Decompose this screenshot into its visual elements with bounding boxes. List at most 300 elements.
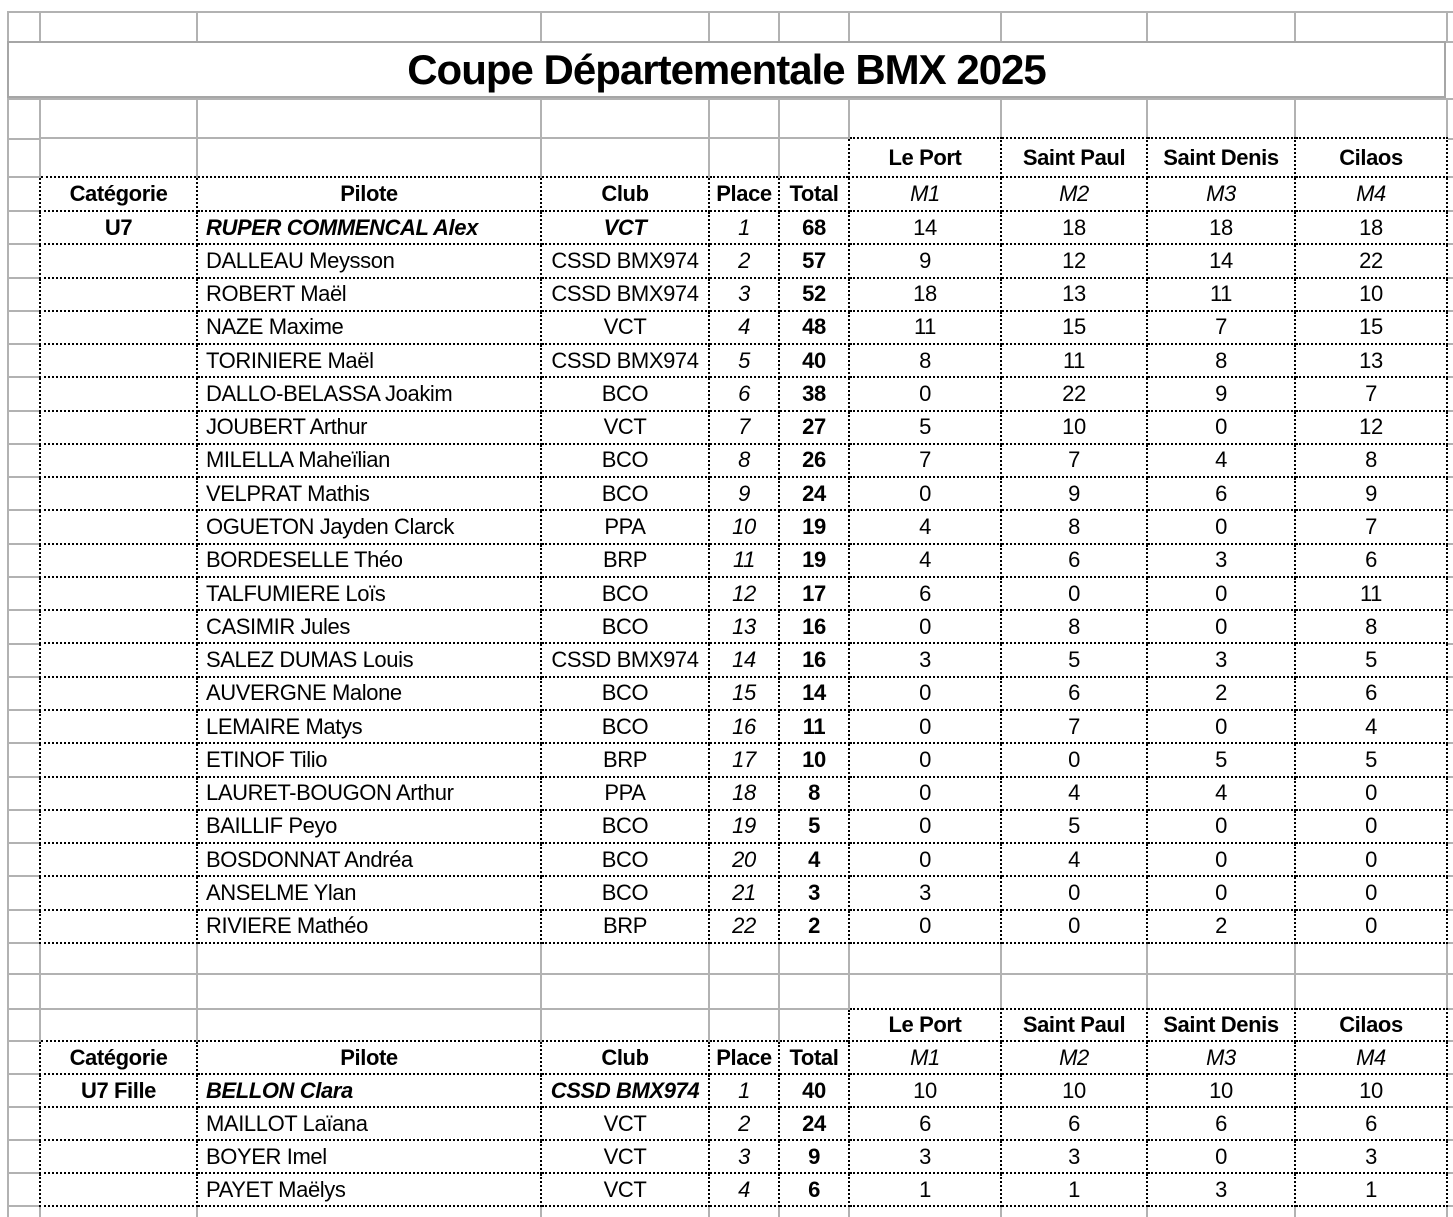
gridline <box>196 98 198 138</box>
cell-place: 3 <box>709 278 779 311</box>
cell-place: 11 <box>709 544 779 577</box>
cell-m3: 0 <box>1147 810 1295 843</box>
cell-m3: 5 <box>1147 743 1295 776</box>
cell-pilot: TALFUMIERE Loïs <box>197 577 541 610</box>
cell-pilot: ROBERT Maël <box>197 278 541 311</box>
table-row <box>40 810 1447 843</box>
cell-m4: 0 <box>1295 777 1447 810</box>
cell-m1: 4 <box>849 544 1001 577</box>
cell-pilot: LEMAIRE Matys <box>197 710 541 743</box>
cell-club: VCT <box>541 311 709 344</box>
cell-m2: 15 <box>1001 311 1147 344</box>
cell-m3: 0 <box>1147 610 1295 643</box>
cell-m3: 8 <box>1147 344 1295 377</box>
venue-row-spacer <box>40 1009 197 1041</box>
venue-row-spacer <box>709 138 779 177</box>
venue-row-spacer <box>197 1009 541 1041</box>
col-header-2: Pilote <box>197 1041 541 1074</box>
venue-row-spacer <box>709 1009 779 1041</box>
cell-m4: 5 <box>1295 743 1447 776</box>
cell-m3: 9 <box>1147 377 1295 410</box>
cell-m2: 0 <box>1001 577 1147 610</box>
venue-header-3: Saint Denis <box>1147 138 1295 177</box>
cell-pilot: CASIMIR Jules <box>197 610 541 643</box>
gridline <box>7 973 1453 975</box>
cell-place: 18 <box>709 777 779 810</box>
gridline <box>778 11 780 41</box>
cell-place: 14 <box>709 643 779 676</box>
cell-m4: 6 <box>1295 1107 1447 1140</box>
table-row <box>40 477 1447 510</box>
venue-header-2: Saint Paul <box>1001 138 1147 177</box>
cell-m1: 5 <box>849 411 1001 444</box>
cell-m4: 13 <box>1295 344 1447 377</box>
cell-m1: 11 <box>849 311 1001 344</box>
cell-category <box>40 510 197 543</box>
venue-header-row <box>40 138 1447 177</box>
cell-pilot: DALLEAU Meysson <box>197 244 541 277</box>
gridline <box>7 1172 39 1174</box>
cell-pilot: NAZE Maxime <box>197 311 541 344</box>
cell-m3: 0 <box>1147 843 1295 876</box>
col-header-4: Place <box>709 177 779 211</box>
cell-pilot: VELPRAT Mathis <box>197 477 541 510</box>
col-header-m2: M2 <box>1001 1041 1147 1074</box>
cell-m1: 3 <box>849 643 1001 676</box>
cell-total: 9 <box>779 1140 849 1173</box>
cell-m2: 3 <box>1001 1140 1147 1173</box>
cell-m2: 11 <box>1001 344 1147 377</box>
cell-pilot: ANSELME Ylan <box>197 876 541 909</box>
venue-row-spacer <box>197 138 541 177</box>
cell-m1: 3 <box>849 876 1001 909</box>
cell-category <box>40 810 197 843</box>
table-row <box>40 1107 1447 1140</box>
gridline <box>540 942 542 1008</box>
cell-place: 15 <box>709 677 779 710</box>
gridline <box>196 11 198 41</box>
gridline <box>540 11 542 41</box>
cell-m4: 18 <box>1295 211 1447 244</box>
cell-m4: 0 <box>1295 843 1447 876</box>
cell-total: 4 <box>779 843 849 876</box>
cell-place: 8 <box>709 444 779 477</box>
gridline <box>7 443 39 445</box>
gridline <box>7 742 39 744</box>
cell-m3: 3 <box>1147 643 1295 676</box>
cell-m1: 18 <box>849 278 1001 311</box>
cell-m2: 13 <box>1001 278 1147 311</box>
cell-pilot: MAILLOT Laïana <box>197 1107 541 1140</box>
cell-m3: 18 <box>1147 211 1295 244</box>
table-row <box>40 910 1447 943</box>
cell-pilot: TORINIERE Maël <box>197 344 541 377</box>
cell-m4: 15 <box>1295 311 1447 344</box>
cell-total: 14 <box>779 677 849 710</box>
cell-category <box>40 643 197 676</box>
cell-place: 10 <box>709 510 779 543</box>
col-header-5: Total <box>779 177 849 211</box>
cell-place: 22 <box>709 910 779 943</box>
gridline <box>7 842 39 844</box>
cell-m2: 5 <box>1001 643 1147 676</box>
table-row <box>40 510 1447 543</box>
cell-category <box>40 610 197 643</box>
gridline <box>7 1205 39 1207</box>
cell-m2: 6 <box>1001 544 1147 577</box>
cell-m1: 7 <box>849 444 1001 477</box>
cell-m4: 0 <box>1295 910 1447 943</box>
cell-m1: 10 <box>849 1074 1001 1107</box>
cell-m1: 8 <box>849 344 1001 377</box>
cell-m3: 0 <box>1147 1140 1295 1173</box>
venue-header-4: Cilaos <box>1295 1009 1447 1041</box>
cell-total: 5 <box>779 810 849 843</box>
cell-total: 40 <box>779 344 849 377</box>
cell-club: BCO <box>541 677 709 710</box>
cell-m1: 6 <box>849 1107 1001 1140</box>
cell-place: 1 <box>709 211 779 244</box>
cell-m3: 0 <box>1147 510 1295 543</box>
cell-m3: 2 <box>1147 677 1295 710</box>
cell-m2: 7 <box>1001 710 1147 743</box>
cell-category <box>40 244 197 277</box>
cell-m1: 6 <box>849 577 1001 610</box>
col-header-3: Club <box>541 1041 709 1074</box>
cell-place: 19 <box>709 810 779 843</box>
gridline <box>1446 942 1448 1008</box>
cell-m1: 0 <box>849 610 1001 643</box>
col-header-m2: M2 <box>1001 177 1147 211</box>
cell-m3: 6 <box>1147 477 1295 510</box>
gridline <box>708 942 710 1008</box>
table-row <box>40 643 1447 676</box>
cell-m3: 3 <box>1147 1173 1295 1206</box>
cell-pilot: BOYER Imel <box>197 1140 541 1173</box>
cell-category <box>40 444 197 477</box>
cell-club: BCO <box>541 477 709 510</box>
gridline <box>7 942 39 944</box>
cell-m4: 6 <box>1295 544 1447 577</box>
cell-place: 12 <box>709 577 779 610</box>
cell-total: 2 <box>779 910 849 943</box>
cell-total: 11 <box>779 710 849 743</box>
cell-m2: 6 <box>1001 1107 1147 1140</box>
cell-total: 16 <box>779 643 849 676</box>
col-header-m4: M4 <box>1295 177 1447 211</box>
cell-club: BRP <box>541 910 709 943</box>
title-cell <box>7 41 1446 98</box>
cell-club: VCT <box>541 411 709 444</box>
table-row <box>40 444 1447 477</box>
cell-club: BCO <box>541 577 709 610</box>
cell-total: 19 <box>779 510 849 543</box>
cell-m3: 0 <box>1147 411 1295 444</box>
cell-m4: 12 <box>1295 411 1447 444</box>
gridline <box>7 176 39 178</box>
cell-category <box>40 344 197 377</box>
cell-m3: 0 <box>1147 577 1295 610</box>
cell-pilot: ETINOF Tilio <box>197 743 541 776</box>
cell-pilot: BAILLIF Peyo <box>197 810 541 843</box>
cell-pilot: RIVIERE Mathéo <box>197 910 541 943</box>
cell-m2: 5 <box>1001 810 1147 843</box>
cell-m4: 8 <box>1295 610 1447 643</box>
gridline <box>7 909 39 911</box>
cell-category <box>40 544 197 577</box>
gridline <box>848 98 850 138</box>
table-row <box>40 244 1447 277</box>
gridline <box>848 11 850 41</box>
cell-m4: 10 <box>1295 278 1447 311</box>
col-header-m1: M1 <box>849 177 1001 211</box>
cell-category <box>40 677 197 710</box>
cell-m3: 2 <box>1147 910 1295 943</box>
gridline <box>7 1106 39 1108</box>
venue-row-spacer <box>779 1009 849 1041</box>
column-header-row <box>40 1041 1447 1074</box>
cell-m4: 7 <box>1295 377 1447 410</box>
gridline <box>7 343 39 345</box>
cell-place: 16 <box>709 710 779 743</box>
cell-m3: 7 <box>1147 311 1295 344</box>
cell-total: 16 <box>779 610 849 643</box>
cell-m4: 7 <box>1295 510 1447 543</box>
gridline <box>708 11 710 41</box>
gridline <box>7 809 39 811</box>
cell-category <box>40 743 197 776</box>
cell-total: 40 <box>779 1074 849 1107</box>
gridline <box>708 98 710 138</box>
gridline <box>1000 11 1002 41</box>
col-header-3: Club <box>541 177 709 211</box>
venue-row-spacer <box>541 1009 709 1041</box>
cell-total: 3 <box>779 876 849 909</box>
table-row <box>40 1074 1447 1107</box>
venue-header-3: Saint Denis <box>1147 1009 1295 1041</box>
table-row <box>40 677 1447 710</box>
cell-m2: 1 <box>1001 1173 1147 1206</box>
cell-m4: 0 <box>1295 876 1447 909</box>
gridline <box>7 277 39 279</box>
cell-total: 8 <box>779 777 849 810</box>
cell-total: 48 <box>779 311 849 344</box>
cell-total: 19 <box>779 544 849 577</box>
gridline <box>39 942 41 1008</box>
cell-m3: 4 <box>1147 777 1295 810</box>
cell-m1: 0 <box>849 710 1001 743</box>
cell-m1: 14 <box>849 211 1001 244</box>
venue-row-spacer <box>541 138 709 177</box>
page-title: Coupe Départementale BMX 2025 <box>407 45 1046 93</box>
cell-m3: 4 <box>1147 444 1295 477</box>
gridline <box>1146 942 1148 1008</box>
col-header-4: Place <box>709 1041 779 1074</box>
cell-m4: 22 <box>1295 244 1447 277</box>
table-row <box>40 211 1447 244</box>
cell-m3: 3 <box>1147 544 1295 577</box>
gridline <box>7 310 39 312</box>
table-row <box>40 1140 1447 1173</box>
cell-m2: 7 <box>1001 444 1147 477</box>
cell-pilot: LAURET-BOUGON Arthur <box>197 777 541 810</box>
venue-header-row <box>40 1009 1447 1041</box>
cell-club: CSSD BMX974 <box>541 344 709 377</box>
cell-place: 20 <box>709 843 779 876</box>
col-header-1: Catégorie <box>40 177 197 211</box>
cell-m4: 3 <box>1295 1140 1447 1173</box>
venue-row-spacer <box>779 138 849 177</box>
cell-category <box>40 710 197 743</box>
gridline <box>7 509 39 511</box>
gridline <box>7 376 39 378</box>
cell-club: CSSD BMX974 <box>541 244 709 277</box>
cell-m2: 12 <box>1001 244 1147 277</box>
gridline <box>1446 98 1448 138</box>
cell-category: U7 Fille <box>40 1074 197 1107</box>
cell-place: 2 <box>709 244 779 277</box>
cell-m4: 5 <box>1295 643 1447 676</box>
cell-category <box>40 411 197 444</box>
cell-m2: 0 <box>1001 876 1147 909</box>
gridline <box>7 1040 39 1042</box>
cell-pilot: OGUETON Jayden Clarck <box>197 510 541 543</box>
cell-m4: 10 <box>1295 1074 1447 1107</box>
cell-place: 9 <box>709 477 779 510</box>
gridline <box>7 609 39 611</box>
table-row <box>40 1173 1447 1206</box>
cell-category <box>40 311 197 344</box>
cell-total: 10 <box>779 743 849 776</box>
cell-m2: 10 <box>1001 1074 1147 1107</box>
cell-club: PPA <box>541 510 709 543</box>
gridline <box>1446 11 1448 41</box>
cell-m4: 4 <box>1295 710 1447 743</box>
cell-club: BCO <box>541 876 709 909</box>
cell-category <box>40 1140 197 1173</box>
table-row <box>40 377 1447 410</box>
gridline <box>1294 11 1296 41</box>
cell-m4: 6 <box>1295 677 1447 710</box>
results-table <box>39 137 1448 944</box>
cell-category <box>40 777 197 810</box>
cell-total: 24 <box>779 1107 849 1140</box>
table-row <box>40 876 1447 909</box>
cell-club: VCT <box>541 1107 709 1140</box>
cell-pilot: DALLO-BELASSA Joakim <box>197 377 541 410</box>
cell-total: 68 <box>779 211 849 244</box>
cell-m2: 22 <box>1001 377 1147 410</box>
cell-category: U7 <box>40 211 197 244</box>
cell-m1: 0 <box>849 677 1001 710</box>
col-header-m3: M3 <box>1147 1041 1295 1074</box>
cell-m4: 11 <box>1295 577 1447 610</box>
cell-m4: 0 <box>1295 810 1447 843</box>
cell-m3: 11 <box>1147 278 1295 311</box>
gridline <box>7 709 39 711</box>
cell-m2: 10 <box>1001 411 1147 444</box>
cell-m3: 0 <box>1147 876 1295 909</box>
cell-pilot: AUVERGNE Malone <box>197 677 541 710</box>
cell-pilot: MILELLA Maheïlian <box>197 444 541 477</box>
cell-place: 7 <box>709 411 779 444</box>
gridline <box>540 98 542 138</box>
cell-category <box>40 377 197 410</box>
col-header-m3: M3 <box>1147 177 1295 211</box>
gridline <box>778 98 780 138</box>
cell-place: 13 <box>709 610 779 643</box>
cell-club: VCT <box>541 1140 709 1173</box>
cell-club: BCO <box>541 377 709 410</box>
column-header-row <box>40 177 1447 211</box>
gridline <box>7 576 39 578</box>
cell-place: 1 <box>709 1074 779 1107</box>
cell-m3: 10 <box>1147 1074 1295 1107</box>
cell-m1: 0 <box>849 743 1001 776</box>
cell-place: 5 <box>709 344 779 377</box>
cell-category <box>40 278 197 311</box>
gridline <box>7 243 39 245</box>
cell-total: 17 <box>779 577 849 610</box>
table-row <box>40 278 1447 311</box>
gridline <box>7 1073 39 1075</box>
cell-club: BCO <box>541 843 709 876</box>
table-row <box>40 710 1447 743</box>
venue-row-spacer <box>40 138 197 177</box>
cell-pilot: BORDESELLE Théo <box>197 544 541 577</box>
cell-category <box>40 843 197 876</box>
cell-place: 21 <box>709 876 779 909</box>
cell-club: CSSD BMX974 <box>541 278 709 311</box>
cell-category <box>40 477 197 510</box>
cell-m1: 0 <box>849 810 1001 843</box>
gridline <box>7 676 39 678</box>
cell-total: 26 <box>779 444 849 477</box>
cell-m3: 6 <box>1147 1107 1295 1140</box>
cell-m2: 9 <box>1001 477 1147 510</box>
cell-m1: 0 <box>849 777 1001 810</box>
cell-m1: 0 <box>849 377 1001 410</box>
gridline <box>7 410 39 412</box>
cell-club: PPA <box>541 777 709 810</box>
cell-total: 52 <box>779 278 849 311</box>
gridline <box>7 875 39 877</box>
table-row <box>40 843 1447 876</box>
gridline <box>7 476 39 478</box>
table-row <box>40 344 1447 377</box>
cell-club: BCO <box>541 444 709 477</box>
gridline <box>1294 942 1296 1008</box>
col-header-5: Total <box>779 1041 849 1074</box>
gridline <box>7 776 39 778</box>
cell-category <box>40 1173 197 1206</box>
cell-m1: 4 <box>849 510 1001 543</box>
gridline <box>7 543 39 545</box>
cell-m2: 4 <box>1001 843 1147 876</box>
table-row <box>40 743 1447 776</box>
table-row <box>40 777 1447 810</box>
cell-m1: 3 <box>849 1140 1001 1173</box>
cell-m2: 6 <box>1001 677 1147 710</box>
venue-header-4: Cilaos <box>1295 138 1447 177</box>
table-row <box>40 577 1447 610</box>
cell-place: 6 <box>709 377 779 410</box>
cell-club: VCT <box>541 1173 709 1206</box>
cell-club: VCT <box>541 211 709 244</box>
cell-total: 6 <box>779 1173 849 1206</box>
cell-m1: 9 <box>849 244 1001 277</box>
gridline <box>7 210 39 212</box>
